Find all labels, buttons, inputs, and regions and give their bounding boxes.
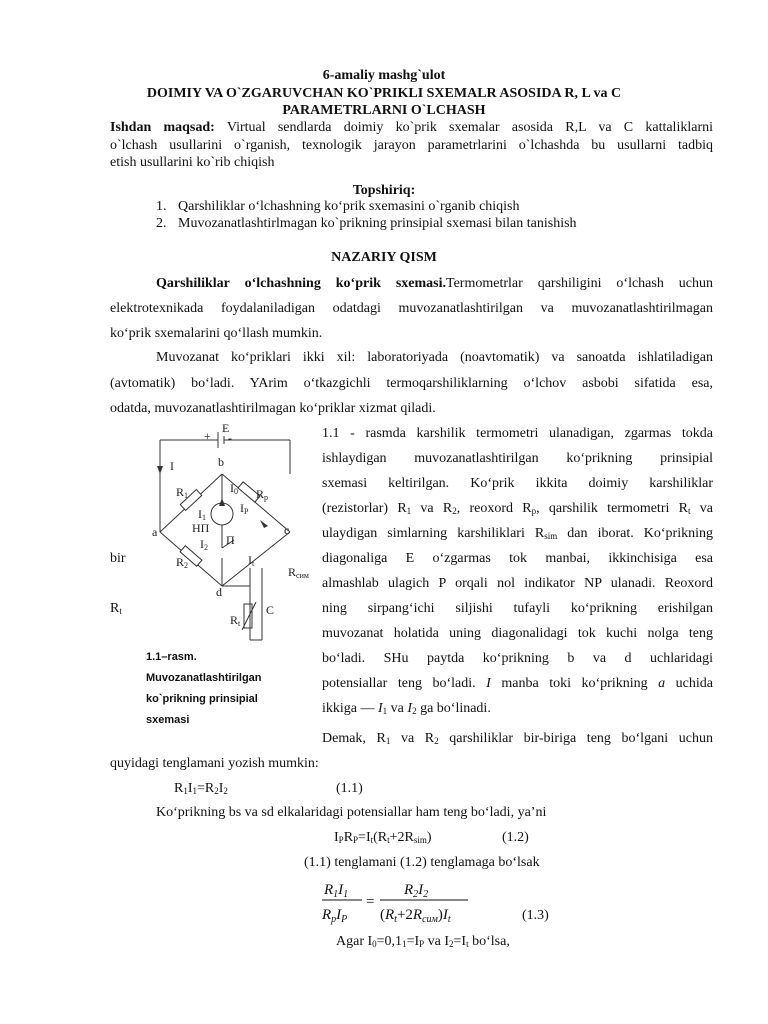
label-Rsim: Rсим [288, 565, 309, 580]
label-c: c [284, 523, 290, 537]
svg-text:R2I2: $R_2I_2$ [404, 882, 429, 900]
side-line-12: ikkiga — $I_1$ va $I_2$ ga bo‘linadi. [322, 701, 491, 716]
para1-line-1: Qarshiliklar o‘lchashning ko‘prik sxemasi.Termometrlar qarshiligini o‘lchash uchun [156, 276, 713, 291]
label-b: b [218, 455, 224, 469]
aim-label: Ishdan maqsad: [110, 120, 215, 135]
label-E: E [222, 421, 230, 435]
label-I1: I1 [198, 507, 206, 522]
svg-text:RpIP: $R_pI_P$ [322, 907, 348, 925]
figure-caption: 1.1–rasm. Muvozanatlashtirilgan ko`prikning prinsipial sxemasi [146, 651, 262, 726]
label-R2: R2 [176, 555, 189, 570]
section-title: NAZARIY QISM [331, 250, 437, 265]
line-bs-sd: Ko‘prikning bs va sd elkalaridagi potensiallar ham teng bo‘ladi, ya’ni [156, 805, 547, 820]
label-R1: R1 [176, 485, 189, 500]
label-minus: - [228, 431, 232, 445]
side-left-rt: $R_t$ [110, 601, 122, 616]
label-plus: + [204, 429, 211, 443]
aim-line-2: o`lchash usullarini o`rganish, texnologik jarayon parametrlarini o`lchashda bu usullarni tadbiq [110, 138, 713, 153]
label-Rt: Rt [230, 613, 241, 628]
side-line-6: diagonaliga E o‘zgarmas tok manbai, ikkinchisiga esa [322, 551, 713, 566]
title-line-1: DOIMIY VA O`ZGARUVCHAN KO`PRIKLI SXEMALR ASOSIDA R, L va C [146, 86, 622, 101]
para3-line-2: quyidagi tenglamani yozish mumkin: [110, 756, 319, 771]
label-It: It [248, 553, 255, 568]
svg-text:(Rt+2Rсим)It: $(R_t+2R_{сим})I_t$ [380, 907, 451, 925]
equation-1-1: $R_1I_1=R_2I_2$ [174, 781, 228, 796]
side-left-bir: bir [110, 551, 126, 566]
equation-1-2-number: (1.2) [502, 830, 529, 845]
title-line-2: PARAMETRLARNI O`LCHASH [282, 103, 486, 118]
task-title: Topshiriq: [352, 183, 416, 198]
para3-line-1: Demak, $R_1$ va $R_2$ qarshiliklar bir-biriga teng bo‘lgani uchun [322, 731, 713, 746]
para1-line-3: ko‘prik sxemalarini qo‘llash mumkin. [110, 326, 323, 341]
line-divide: (1.1) tenglamani (1.2) tenglamaga bo‘lsak [304, 855, 540, 870]
equation-1-3 [318, 874, 478, 926]
equation-1-3-number: (1.3) [522, 908, 549, 923]
para1-line-2: elektrotexnikada foydalaniladigan odatdagi muvozanatlashtirilgan va muvozanatlashtirilmagan [110, 301, 713, 316]
label-I: I [170, 459, 174, 473]
svg-text:R1I1: $R_1I_1$ [324, 882, 349, 900]
side-line-4: (rezistorlar) $R_1$ va $R_2$, reoxord $R_p$, qarshilik termometri $R_t$ va [322, 501, 713, 516]
side-line-11: potensiallar teng bo‘ladi. I manba toki ko‘prikning a uchida [322, 676, 713, 691]
task-item-2: 2. Muvozanatlashtirlmagan ko`prikning prinsipial sxemasi bilan tanishish [156, 216, 577, 231]
label-I2: I2 [200, 537, 208, 552]
side-line-7: almashlab ulagich P orqali nol indikator NP ulanadi. Reoxord [322, 576, 713, 591]
aim-text-1: Virtual sendlarda doimiy ko`prik sxemalar asosida R,L va C kattaliklarni [226, 120, 713, 135]
label-Rp: Rp [256, 487, 269, 502]
label-a: a [152, 525, 158, 539]
side-line-10: bo‘ladi. SHu paytda ko‘prikning b va d uchlaridagi [322, 651, 713, 666]
last-line: Agar $I_0=0,1_1=I_P$ va $I_2=I_t$ bo‘lsa, [336, 934, 510, 949]
label-I0: I0 [230, 481, 238, 496]
aim-line-1 [110, 120, 713, 136]
practice-number: 6-amaliy mashg`ulot [322, 68, 446, 83]
para2-line-2: (avtomatik) bo‘ladi. YArim o‘tkazgichli termoqarshiliklarning o‘lchov asbobi sifatida esa, [110, 376, 713, 391]
side-line-2: ishlaydigan muvozanatlashtirilgan ko‘prikning prinsipial [322, 451, 713, 466]
side-line-3: sxemasi keltirilgan. Ko‘prik ikkita doimiy karshiliklar [322, 476, 713, 491]
para2-line-1: Muvozanat ko‘priklari ikki xil: laboratoriyada (noavtomatik) va sanoatda ishlatiladigan [156, 350, 713, 365]
side-line-1: 1.1 - rasmda karshilik termometri ulanadigan, zgarmas tokda [322, 426, 713, 441]
side-line-5: ulaydigan simlarning karshiliklari $R_{sim}$ dan iborat. Ko‘prikning [322, 526, 713, 541]
label-Ip: IP [240, 501, 249, 516]
equation-1-1-number: (1.1) [336, 781, 363, 796]
label-C: C [266, 603, 275, 617]
bridge-circuit-diagram [140, 418, 330, 646]
side-line-8: ning sirpang‘ichi siljishi tufayli ko‘prikning erishilgan [322, 601, 713, 616]
para2-line-3: odatda, muvozanatlashtirilmagan ko‘priklar xizmat qiladi. [110, 401, 436, 416]
aim-line-3: etish usullarini ko`rib chiqish [110, 155, 275, 170]
svg-text:=: = [366, 894, 375, 910]
label-d: d [216, 585, 222, 599]
label-NP: НП [192, 521, 210, 535]
task-item-1: 1. Qarshiliklar o‘lchashning ko‘prik sxemasini o`rganib chiqish [156, 199, 520, 214]
equation-1-2: $I_PR_P=I_t(R_t+2R_{sim})$ [334, 830, 432, 845]
label-P: П [226, 533, 235, 547]
side-line-9: muvozanat holatida uning diagonalidagi tok kuchi nolga teng [322, 626, 713, 641]
